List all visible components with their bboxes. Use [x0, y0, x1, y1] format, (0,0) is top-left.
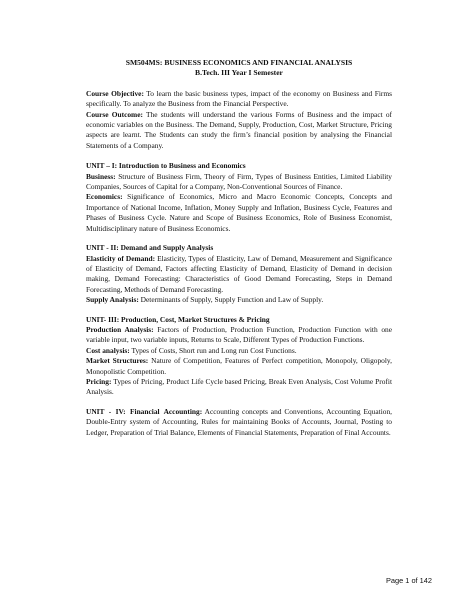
course-title: SM504MS: BUSINESS ECONOMICS AND FINANCIAL ANALYSIS: [125, 58, 353, 67]
unit-2-elasticity-text: Elasticity, Types of Elasticity, Law of Demand, Measurement and Significance of Elasticity of Demand, Factors affecting Elasticity of Demand, Elasticity of Demand in decision making, Demand Forecasting: Characteristics of Good Demand Forecasting, Steps in Demand Forecasting, Methods of Demand Forecasting.: [86, 253, 392, 294]
semester-subtitle: B.Tech. III Year I Semester: [195, 68, 283, 78]
course-objective-text: To learn the basic business types, impact of the economy on Business and Firms specifically. To analyze the Business from the Financial Perspective.: [86, 88, 392, 109]
unit-1-business: [86, 172, 392, 193]
unit-1-economics-label: Economics:: [86, 192, 123, 202]
course-outcome-text: The students will understand the various Forms of Business and the impact of economic variables on the Business. The Demand, Supply, Production, Cost, Market Structure, Pricing aspects are learnt. The Students can study the firm’s financial position by analysing the Financial Statements of a Company.: [86, 109, 392, 150]
syllabus-content: [86, 58, 392, 438]
unit-2-elasticity: [86, 254, 392, 296]
unit-4-text: Accounting concepts and Conventions, Accounting Equation, Double-Entry system of Accounting, Rules for maintaining Books of Accounts, Journal, Posting to Ledger, Preparation of Trial Balance, Elements of Financial Statements, Preparation of Final Accounts.: [86, 406, 392, 437]
unit-1-business-text: Structure of Business Firm, Theory of Firm, Types of Business Entities, Limited Liability Companies, Sources of Capital for a Company, Non-Conventional Sources of Finance.: [86, 171, 392, 192]
unit-3-cost-label: Cost analysis:: [86, 345, 130, 355]
unit-1-business-label: Business:: [86, 171, 116, 181]
course-objective: [86, 89, 392, 110]
unit-2-supply: [86, 295, 392, 305]
unit-3-production-label: Production Analysis:: [86, 324, 154, 334]
unit-2-heading: UNIT - II: Demand and Supply Analysis: [86, 243, 214, 253]
unit-3-cost: [86, 346, 392, 356]
unit-3-cost-text: Types of Costs, Short run and Long run Cost Functions.: [129, 345, 297, 355]
unit-3-pricing-text: Types of Pricing, Product Life Cycle based Pricing, Break Even Analysis, Cost Volume Profit Analysis.: [86, 376, 392, 397]
page-number: Page 1 of 142: [385, 576, 432, 585]
unit-2-supply-label: Supply Analysis:: [86, 295, 139, 305]
course-outcome-label: Course Outcome:: [86, 109, 143, 119]
unit-1-heading: UNIT – I: Introduction to Business and Economics: [86, 161, 246, 171]
unit-2-supply-text: Determinants of Supply, Supply Function and Law of Supply.: [138, 295, 324, 305]
unit-2-elasticity-label: Elasticity of Demand:: [86, 253, 156, 263]
unit-3-market-text: Nature of Competition, Features of Perfect competition, Monopoly, Oligopoly, Monopolistic Competition.: [86, 356, 392, 376]
course-objective-label: Course Objective:: [86, 88, 144, 98]
unit-3-pricing: [86, 377, 392, 398]
unit-3-pricing-label: Pricing:: [86, 376, 112, 386]
unit-1-economics-text: Significance of Economics, Micro and Macro Economic Concepts, Concepts and Importance of National Income, Inflation, Money Supply and Inflation, Business Cycle, Features and Phases of Business Cycle. Nature and Scope of Business Economics, Role of Business Economist, Multidisciplinary nature of Business Economics.: [86, 192, 392, 233]
unit-3-production: [86, 325, 392, 346]
unit-3-market: [86, 356, 392, 377]
unit-4-paragraph: [86, 407, 392, 438]
unit-3-market-label: Market Structures:: [86, 356, 149, 366]
unit-3-production-text: Factors of Production, Production Function, Production Function with one variable input, two variable inputs, Returns to Scale, Different Types of Production Functions.: [86, 324, 392, 345]
course-outcome: [86, 110, 392, 152]
unit-3-heading: UNIT- III: Production, Cost, Market Structures & Pricing: [86, 314, 270, 324]
unit-4-heading: UNIT - IV: Financial Accounting:: [86, 406, 203, 416]
unit-1-economics: [86, 192, 392, 234]
